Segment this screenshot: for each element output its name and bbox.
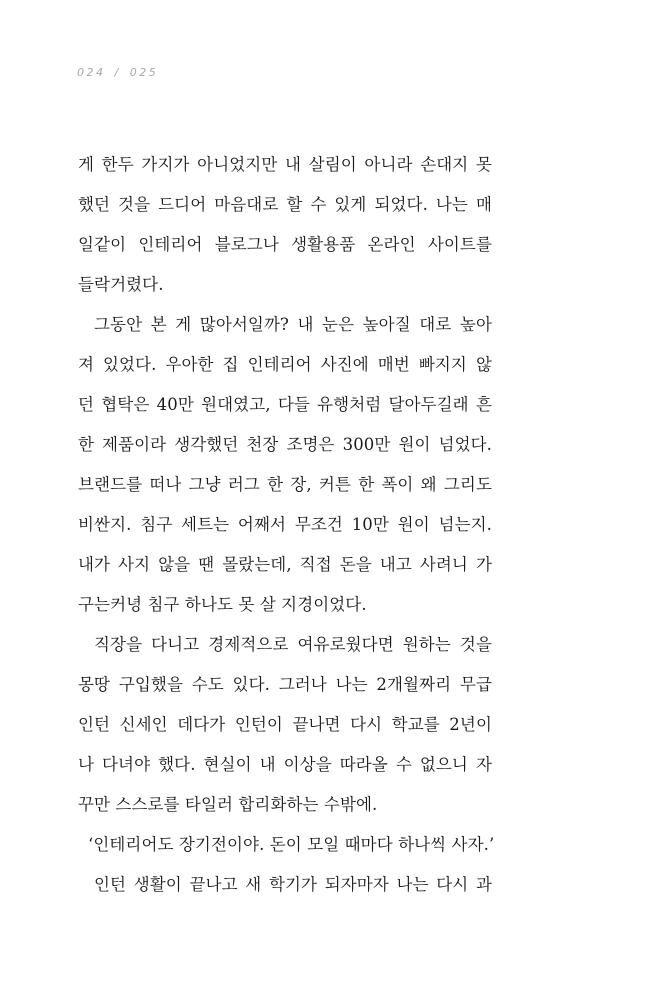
text-line: 인턴 신세인 데다가 인턴이 끝나면 다시 학교를 2년이 xyxy=(78,715,492,734)
text-line: 나 다녀야 했다. 현실이 내 이상을 따라올 수 없으니 자 xyxy=(78,755,492,774)
text-line: 인턴 생활이 끝나고 새 학기가 되자마자 나는 다시 과 xyxy=(94,875,492,894)
text-line: 내가 사지 않을 땐 몰랐는데, 직접 돈을 내고 사려니 가 xyxy=(78,555,492,574)
page-separator: / xyxy=(114,66,121,79)
text-line: 게 한두 가지가 아니었지만 내 살림이 아니라 손대지 못 xyxy=(78,155,492,174)
text-line: 비싼지. 침구 세트는 어째서 무조건 10만 원이 넘는지. xyxy=(78,515,492,534)
text-line: 져 있었다. 우아한 집 인테리어 사진에 매번 빠지지 않 xyxy=(78,355,492,374)
text-line: 일같이 인테리어 블로그나 생활용품 온라인 사이트를 xyxy=(78,235,492,254)
text-line: 직장을 다니고 경제적으로 여유로웠다면 원하는 것을 xyxy=(94,635,492,654)
text-line: 꾸만 스스로를 타일러 합리화하는 수밖에. xyxy=(78,795,378,814)
total-pages: 025 xyxy=(129,66,159,79)
text-line: 던 협탁은 40만 원대였고, 다들 유행처럼 달아두길래 흔 xyxy=(78,395,492,414)
body-text xyxy=(78,145,495,905)
text-line: 그동안 본 게 많아서일까? 내 눈은 높아질 대로 높아 xyxy=(94,315,492,334)
current-page: 024 xyxy=(77,66,106,79)
text-line: 브랜드를 떠나 그냥 러그 한 장, 커튼 한 폭이 왜 그리도 xyxy=(78,475,492,494)
quoted-line: ‘인테리어도 장기전이야. 돈이 모일 때마다 하나씩 사자.’ xyxy=(88,835,495,854)
text-line: 몽땅 구입했을 수도 있다. 그러나 나는 2개월짜리 무급 xyxy=(78,675,492,694)
text-line: 들락거렸다. xyxy=(78,275,164,294)
text-line: 한 제품이라 생각했던 천장 조명은 300만 원이 넘었다. xyxy=(78,435,492,454)
text-line: 구는커녕 침구 하나도 못 살 지경이었다. xyxy=(78,595,367,614)
page-number xyxy=(77,66,158,79)
text-line: 했던 것을 드디어 마음대로 할 수 있게 되었다. 나는 매 xyxy=(78,195,492,214)
